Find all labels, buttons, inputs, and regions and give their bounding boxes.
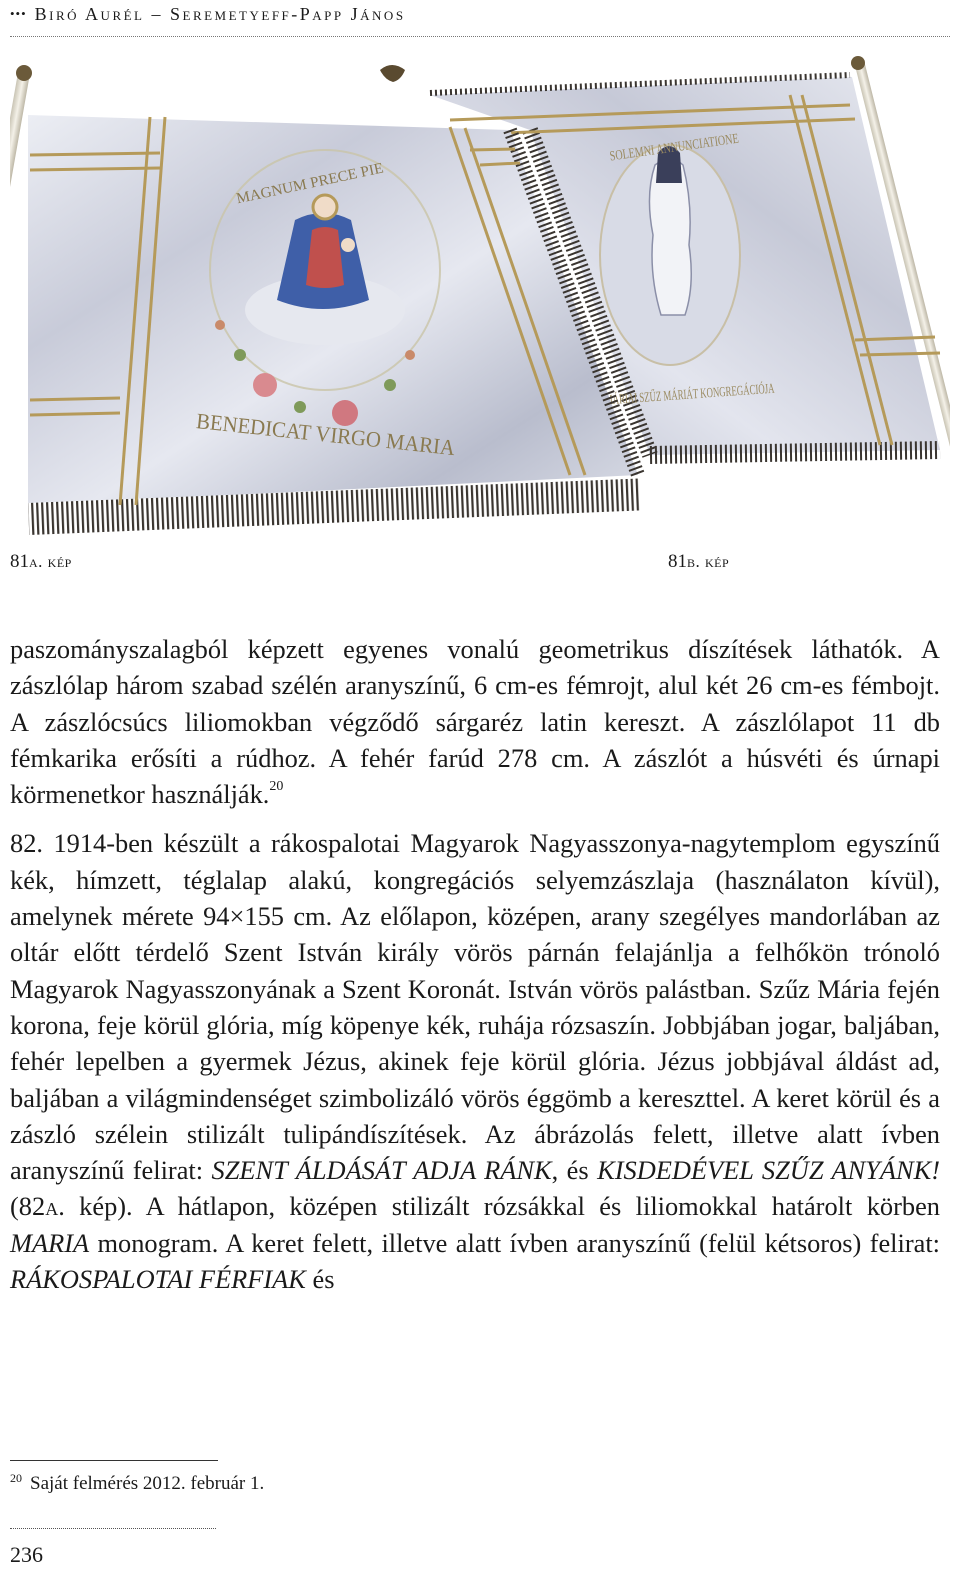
header-authors: Biró Aurél – Seremetyeff-Papp János xyxy=(34,4,406,24)
paragraph-1 xyxy=(10,631,940,812)
header-divider xyxy=(10,36,950,37)
caption-b-label: b. kép xyxy=(687,552,730,571)
footnote xyxy=(10,1471,264,1495)
page-number-divider xyxy=(10,1528,216,1529)
header-ornament: ••• xyxy=(10,6,27,21)
running-header xyxy=(10,4,406,28)
p2-segment-e: monogram. A keret felett, illetve alatt ívben aranyszínű (felül kétsoros) felirat: xyxy=(89,1227,940,1258)
paragraph-2 xyxy=(10,825,940,1297)
banner-a-top-text: MAGNUM PRECE PIE xyxy=(234,161,382,208)
figure-caption-b xyxy=(668,551,729,573)
caption-b-number: 81 xyxy=(668,551,687,572)
inscription-maria: MARIA xyxy=(10,1227,90,1258)
footnote-number: 20 xyxy=(10,1471,22,1485)
paragraph-1-text: paszományszalagból képzett egyenes vonalú geometrikus díszítések láthatók. A zászlólap három szabad szélén aranyszínű, 6 cm-es fémrojt, alul két 26 cm-es fémbojt. A zászlócsúcs liliomokban végződő sárgaréz latin kereszt. A zászlólapot 11 db fémkarika erősíti a rúdhoz. A fehér farúd 278 cm. A zászlót a húsvéti és úrnapi körmenetkor használják. xyxy=(10,634,940,810)
p2-segment-c: (82 xyxy=(10,1191,46,1222)
p2-segment-d: . kép). A hátlapon, középen stilizált rózsákkal és liliomokkal határolt körben xyxy=(58,1191,940,1222)
banner-b-bottom-text: MÁRIAI SZŰZ MÁRIÁT KONGREGÁCIÓJA xyxy=(604,374,875,409)
caption-a-number: 81 xyxy=(10,551,29,572)
footnote-text: Saját felmérés 2012. február 1. xyxy=(30,1473,265,1494)
p2-segment-a: 82. 1914-ben készült a rákospalotai Magyarok Nagyasszonya-nagytemplom egyszínű kék, hímzett, téglalap alakú, kongregációs selyemzászlaja (használaton kívül), amelynek mérete 94×155 cm. Az előlapon, középen, arany szegélyes mandorlában az oltár előtt térdelő Szent István király vörös párnán felajánlja a felhőkön trónoló Magyarok Nagyasszonyának a Szent Koronát. István vörös palástban. Szűz Mária fején korona, feje körül glória, míg köpenye kék, ruhája rózsaszín. Jobbjában jogar, baljában, fehér lepelben a gyermek Jézus, akinek feje körül glória. Jézus jobbjával áldást ad, baljában a világmindenséget szimbolizáló vörös éggömb a kereszttel. A keret körül és a zászló szélein stilizált tulipándíszítések. Az ábrázolás felett, illetve alatt ívben aranyszínű felirat: xyxy=(10,828,940,1186)
banner-b-top-text: SOLEMNI ANNUNCIATIONE xyxy=(608,124,790,165)
footnote-ref[interactable]: 20 xyxy=(269,779,284,795)
figure-caption-a xyxy=(10,551,72,573)
inscription-1: SZENT ÁLDÁSÁT ADJA RÁNK xyxy=(211,1155,552,1186)
inscription-4: RÁKOSPALOTAI FÉRFIAK xyxy=(10,1264,306,1295)
body-text xyxy=(10,631,940,1297)
page-number: 236 xyxy=(10,1542,43,1567)
p2-segment-f: és xyxy=(305,1264,335,1295)
banners-photo xyxy=(10,55,950,545)
cross-finial xyxy=(380,65,405,82)
p2-figure-letter: a xyxy=(45,1191,59,1222)
footnote-divider xyxy=(10,1460,218,1461)
inscription-2: KISDEDÉVEL SZŰZ ANYÁNK! xyxy=(597,1155,941,1186)
banner-a-bottom-text: BENEDICAT VIRGO MARIA xyxy=(195,408,472,462)
p2-segment-b: , és xyxy=(551,1155,598,1186)
caption-a-label: a. kép xyxy=(29,552,72,571)
